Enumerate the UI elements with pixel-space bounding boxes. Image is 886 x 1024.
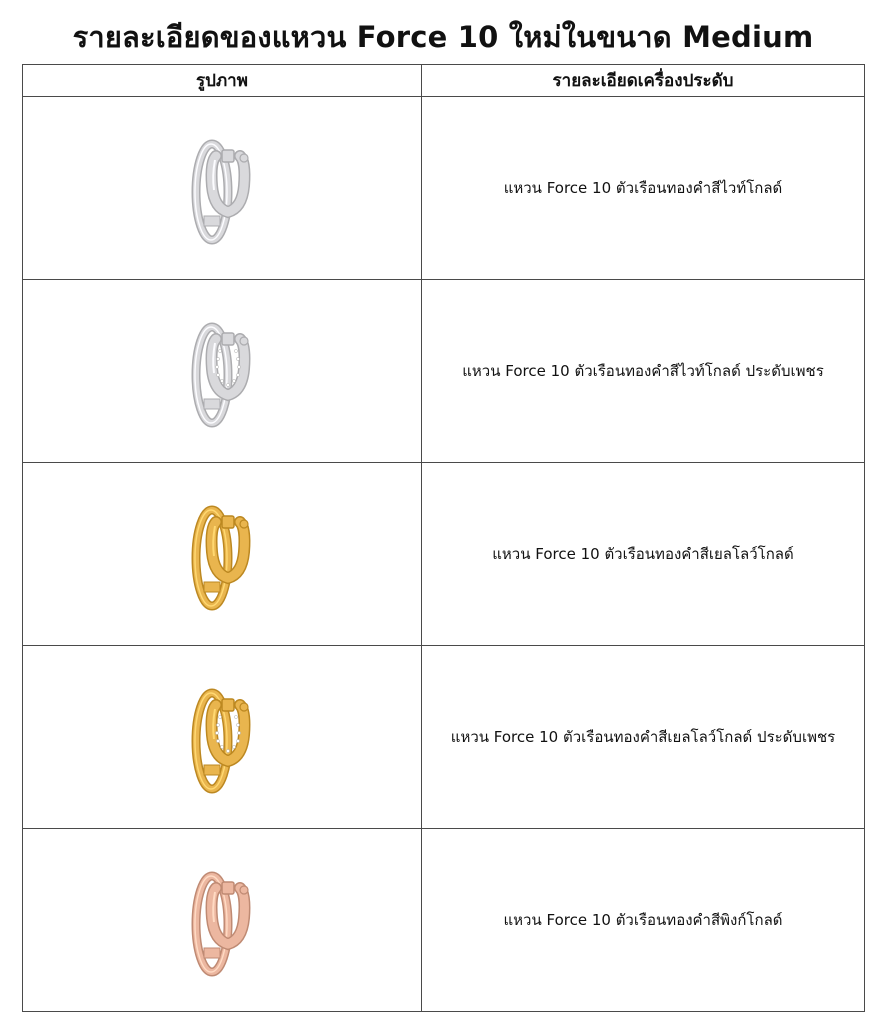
ring-description: แหวน Force 10 ตัวเรือนทองคำสีเยลโลว์โกลด์ (492, 545, 794, 563)
table-row (23, 97, 865, 280)
image-cell (23, 829, 422, 1012)
description-cell (422, 829, 865, 1012)
description-cell (422, 463, 865, 646)
white-gold-diamond-ring-image (182, 299, 262, 439)
description-cell (422, 280, 865, 463)
ring-details-table (22, 64, 865, 1012)
ring-description: แหวน Force 10 ตัวเรือนทองคำสีพิงก์โกลด์ (503, 911, 783, 929)
table-row (23, 280, 865, 463)
white-gold-ring-image (182, 116, 262, 256)
image-cell (23, 280, 422, 463)
yellow-gold-diamond-ring-image (182, 665, 262, 805)
header-image: รูปภาพ (23, 65, 422, 97)
table-header-row (23, 65, 865, 97)
page-title: รายละเอียดของแหวน Force 10 ใหม่ในขนาด Medium (72, 20, 814, 54)
description-cell (422, 646, 865, 829)
image-cell (23, 463, 422, 646)
ring-description: แหวน Force 10 ตัวเรือนทองคำสีไวท์โกลด์ (503, 179, 783, 197)
image-cell (23, 646, 422, 829)
table-row (23, 829, 865, 1012)
table-row (23, 463, 865, 646)
ring-description: แหวน Force 10 ตัวเรือนทองคำสีไวท์โกลด์ ประดับเพชร (462, 362, 824, 380)
table-row (23, 646, 865, 829)
header-description: รายละเอียดเครื่องประดับ (422, 65, 865, 97)
yellow-gold-ring-image (182, 482, 262, 622)
image-cell (23, 97, 422, 280)
pink-gold-ring-image (182, 848, 262, 988)
description-cell (422, 97, 865, 280)
ring-description: แหวน Force 10 ตัวเรือนทองคำสีเยลโลว์โกลด์ ประดับเพชร (450, 728, 836, 746)
